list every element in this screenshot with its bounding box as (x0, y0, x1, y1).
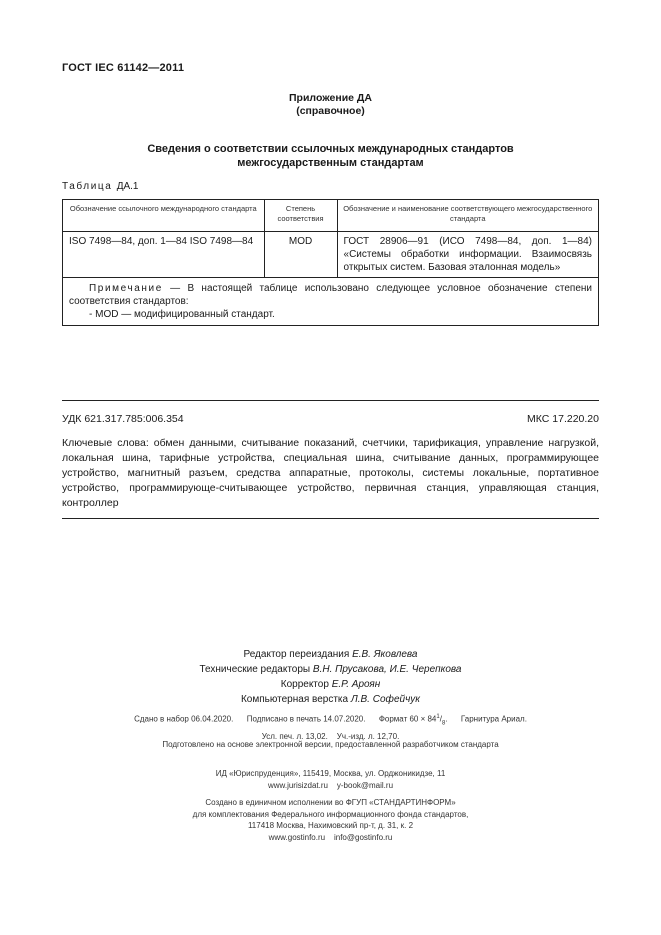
section-title (0, 142, 661, 170)
print-format-num: 1 (436, 714, 440, 720)
header-international-standard: Обозначение ссылочного международного стандарта (63, 200, 265, 232)
print-info-line1: Сдано в набор 06.04.2020. Подписано в печать 14.07.2020. Формат $60 \times 84^1/_8$. Гарнитура Ариал. (134, 714, 527, 727)
production-info (0, 797, 661, 843)
divider-top (62, 400, 599, 401)
production-email: info@gostinfo.ru (333, 832, 393, 842)
production-line3: 117418 Москва, Нахимовский пр-т, д. 31, к. 2 (247, 821, 414, 830)
production-line2: для комплектования Федерального информационного фонда стандартов, (192, 809, 469, 819)
print-sent: Сдано в набор 06.04.2020. (134, 714, 234, 724)
udk-code: УДК 621.317.785:006.354 (62, 413, 184, 425)
appendix-subtitle: (справочное) (296, 105, 365, 117)
credit-layout-name: Л.В. Софейчук (350, 694, 421, 705)
credit-corrector-role: Корректор (280, 679, 329, 690)
print-sheets: Усл. печ. л. 13,02. (261, 732, 328, 742)
print-font: Гарнитура Ариал. (460, 714, 527, 724)
table-caption-word: Таблица (62, 181, 113, 192)
credit-tech-names: В.Н. Прусакова, И.Е. Черепкова (312, 664, 462, 675)
document-id: ГОСТ IEC 61142—2011 (62, 62, 185, 74)
publisher-site: www.jurisizdat.ru (267, 781, 328, 790)
mks-code: МКС 17.220.20 (527, 413, 599, 425)
table-note-row (63, 278, 599, 326)
table-header-row (63, 200, 599, 232)
credit-editor-role: Редактор переиздания (243, 649, 350, 660)
print-signed: Подписано в печать 14.07.2020. (246, 714, 366, 724)
section-title-line2: межгосударственным стандартам (237, 157, 424, 169)
note-item: - MOD — модифицированный стандарт. (89, 309, 275, 320)
credits (0, 647, 661, 707)
production-contacts (0, 832, 661, 844)
print-format-den: 8 (441, 720, 446, 727)
credit-layout (0, 692, 661, 707)
publisher-contacts (0, 780, 661, 792)
print-format: Формат 60 × 84 (378, 714, 437, 724)
print-info (0, 711, 661, 743)
credit-editor-name: Е.В. Яковлева (352, 649, 418, 660)
table-caption-number: ДА.1 (116, 181, 139, 192)
header-interstate-standard: Обозначение и наименование соответствующего межгосударственного стандарта (337, 200, 598, 232)
publisher-address: ИД «Юриспруденция», 115419, Москва, ул. Орджоникидзе, 11 (215, 769, 446, 778)
appendix-heading (0, 92, 661, 118)
cell-degree: MOD (264, 232, 337, 278)
credit-tech-role: Технические редакторы (199, 664, 311, 675)
print-edition-sheets: Уч.-изд. л. 12,70. (336, 732, 400, 742)
credit-tech (0, 662, 661, 677)
production-site: www.gostinfo.ru (268, 832, 326, 842)
credit-layout-role: Компьютерная верстка (240, 694, 349, 705)
keywords: Ключевые слова: обмен данными, считывание показаний, счетчики, тарификация, управление нагрузкой, локальная шина, тарифные устройства, специальная шина, считывание данных, программирующее устройство, магнитный разъем, средства аппаратные, протоколы, системы локальные, портативное устройство, программирующе-считывающее устройство, первичная станция, управляющая станция, контроллер (62, 437, 599, 509)
publisher-info (0, 768, 661, 792)
production-line1: Создано в единичном исполнении во ФГУП «СТАНДАРТИНФОРМ» (205, 798, 456, 807)
header-degree: Степень соответствия (264, 200, 337, 232)
cell-interstate-standard: ГОСТ 28906—91 (ИСО 7498—84, доп. 1—84) «Системы обработки информации. Взаимосвязь открытых систем. Базовая эталонная модель» (337, 232, 598, 278)
cell-international-standard: ISO 7498—84, доп. 1—84 ISO 7498—84 (63, 232, 265, 278)
table-caption (62, 181, 139, 192)
prepared-note: Подготовлено на основе электронной версии, предоставленной разработчиком стандарта (162, 740, 499, 749)
note-label: Примечание (89, 283, 163, 294)
appendix-title: Приложение ДА (289, 92, 372, 104)
table-row (63, 232, 599, 278)
correspondence-table (62, 199, 599, 326)
publisher-email: y-book@mail.ru (336, 781, 394, 790)
credit-corrector (0, 677, 661, 692)
section-title-line1: Сведения о соответствии ссылочных международных стандартов (147, 143, 514, 155)
divider-bottom (62, 518, 599, 519)
credit-editor (0, 647, 661, 662)
table-note (63, 278, 599, 326)
note-text: — В настоящей таблице использовано следующее условное обозначение степени соответствия стандартов: (69, 283, 592, 307)
credit-corrector-name: Е.Р. Ароян (331, 679, 381, 690)
